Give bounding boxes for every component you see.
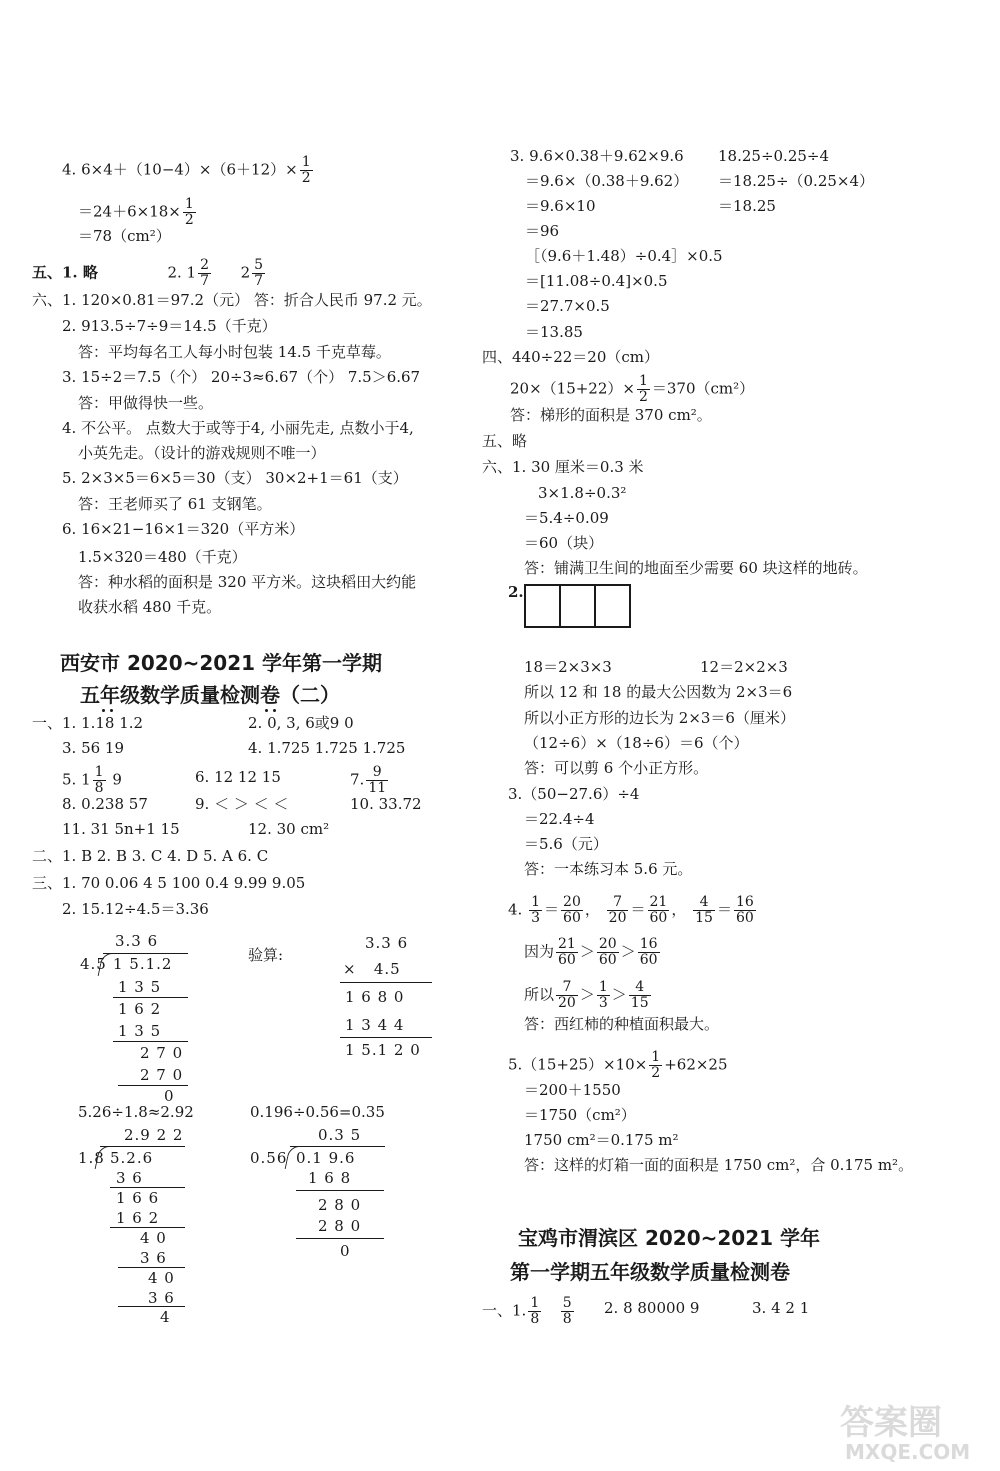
- r-q3-line6: ＝[11.08÷0.4]×0.5: [525, 272, 668, 290]
- s6-q3: 3. 15÷2＝7.5（个） 20÷3≈6.67（个） 7.5＞6.67: [62, 368, 421, 386]
- square-grid-figure: [524, 584, 631, 628]
- a1-q8: 8. 0.238 57: [62, 795, 148, 813]
- div3-line: [296, 1238, 384, 1239]
- mul1-b: × 4.5: [343, 960, 401, 978]
- a1-q9: 9. ＜ ＞ ＜ ＜: [195, 795, 289, 813]
- a3-q1: 三、1. 70 0.06 4 5 100 0.4 9.99 9.05: [32, 874, 306, 892]
- a1-q2: 2. 0, 3, 6或9 0: [248, 714, 354, 732]
- a1-q4: 4. 1.725 1.725 1.725: [248, 739, 406, 757]
- r-s6-q4-line1: 4. $\frac{1}{3}$ ＝ $\frac{20}{60}$ ， $\frac{7}{20}$ ＝ $\frac{21}{60}$ ， $\frac{4}{15}$ ＝ $\frac{16}{60}$: [508, 894, 754, 926]
- r-s6-q3-line2: ＝22.4÷4: [524, 810, 595, 828]
- grid-cell: [526, 586, 561, 626]
- mul1-line: [340, 1037, 432, 1038]
- r-s6-q5-line4: 1750 cm²＝0.175 m²: [524, 1131, 679, 1149]
- div3-line: [296, 1190, 384, 1191]
- div3-row: 2 8 0: [318, 1196, 362, 1214]
- s6-q6-line2: 1.5×320＝480（千克）: [78, 548, 247, 566]
- r-s6-q4-answer: 答：西红柿的种植面积最大。: [524, 1015, 720, 1033]
- div3-bar: [290, 1146, 385, 1147]
- repeat-dot: [102, 709, 105, 712]
- a1-q3: 3. 56 19: [62, 739, 125, 757]
- s5-line: 五、1. 略 2. 1 $\frac{2}{7}$ 2 $\frac{5}{7}$: [32, 257, 264, 289]
- div3-row: 2 8 0: [318, 1217, 362, 1235]
- r-q3-line2a: ＝9.6×（0.38＋9.62）: [525, 172, 689, 190]
- q4-line2: ＝24＋6×18× $\frac{1}{2}$: [78, 196, 194, 228]
- repeat-dot: [265, 709, 268, 712]
- div1-divisor: 4.5: [80, 955, 107, 973]
- r-a1-q2: 2. 8 80000 9: [604, 1299, 700, 1317]
- r-s6-q2-line3: 所以小正方形的边长为 2×3＝6（厘米）: [524, 709, 795, 727]
- a1-q12: 12. 30 cm²: [248, 820, 330, 838]
- r-s4-line1: 四、440÷22＝20（cm）: [482, 348, 659, 366]
- s6-q4-cont: 小英先走。（设计的游戏规则不唯一）: [78, 444, 326, 462]
- s6-q5-answer: 答：王老师买了 61 支钢笔。: [78, 495, 272, 513]
- div2-row: 3 6: [116, 1169, 143, 1187]
- r-s6-q4-line2: 因为 $\frac{21}{60}$ ＞ $\frac{20}{60}$ ＞ $\frac{16}{60}$: [524, 936, 658, 968]
- r-q3-line3a: ＝9.6×10: [525, 197, 596, 215]
- r-s6-q1-line2: 3×1.8÷0.3²: [538, 484, 627, 502]
- div2-row: 4 0: [140, 1229, 167, 1247]
- r-s6-q2-label: 2.: [508, 583, 524, 601]
- mul1-row: 1 3 4 4: [345, 1016, 405, 1034]
- div2-row: 3 6: [140, 1249, 167, 1267]
- div2-row: 4 0: [148, 1269, 175, 1287]
- r-q3-line5: ［（9.6＋1.48）÷0.4］×0.5: [525, 247, 723, 265]
- r-s6-q4-line3: 所以 $\frac{7}{20}$ ＞ $\frac{1}{3}$ ＞ $\frac{4}{15}$: [524, 979, 649, 1011]
- r-s5: 五、略: [482, 432, 528, 450]
- r-s6-q2-answer: 答：可以剪 6 个小正方形。: [524, 759, 709, 777]
- r-s6-q2-line1a: 18＝2×3×3: [524, 658, 612, 676]
- div1-row: 2 7 0: [140, 1066, 184, 1084]
- div1-line: [113, 997, 188, 998]
- div2-line: [110, 1187, 185, 1188]
- r-s4-line2: 20×（15+22）× $\frac{1}{2}$ ＝370（cm²）: [510, 373, 755, 405]
- a2-choices: 二、1. B 2. B 3. C 4. D 5. A 6. C: [32, 847, 269, 865]
- r-s6-q2-line1b: 12＝2×2×3: [700, 658, 788, 676]
- div3-row: 0: [340, 1242, 351, 1260]
- s6-q6: 6. 16×21−16×1＝320（平方米）: [62, 520, 305, 538]
- div2-quotient: 2.9 2 2: [124, 1126, 184, 1144]
- div1-row: 1 6 2: [118, 1000, 162, 1018]
- div2-line: [118, 1267, 185, 1268]
- a1-q6: 6. 12 12 15: [195, 768, 281, 786]
- section-title-1: 西安市 2020~2021 学年第一学期: [60, 651, 383, 675]
- q4-line3: ＝78（cm²）: [78, 227, 171, 245]
- div2-head: 5.26÷1.8≈2.92: [78, 1103, 194, 1121]
- div1-dividend: 1 5.1.2: [113, 955, 173, 973]
- section-title-2: 五年级数学质量检测卷（二）: [80, 683, 340, 707]
- s6-q4: 4. 不公平。 点数大于或等于4, 小丽先走, 点数小于4,: [62, 419, 414, 437]
- div2-row: 3 6: [148, 1289, 175, 1307]
- div2-row: 1 6 6: [116, 1189, 160, 1207]
- div3-head: 0.196÷0.56=0.35: [250, 1103, 385, 1121]
- div2-line: [118, 1306, 185, 1307]
- div1-row: 0: [164, 1087, 175, 1105]
- r-s6-q3: 3.（50−27.6）÷4: [508, 785, 640, 803]
- r-s6-q5-line3: ＝1750（cm²）: [524, 1106, 636, 1124]
- mul1-row: 1 6 8 0: [345, 988, 405, 1006]
- r-s6-q2-line4: （12÷6）×（18÷6）＝6（个）: [524, 734, 749, 752]
- r-s6-q1-line3: ＝5.4÷0.09: [524, 509, 609, 527]
- div1-row: 2 7 0: [140, 1044, 184, 1062]
- r-q3-line4: ＝96: [525, 222, 560, 240]
- r-s6-q3-answer: 答：一本练习本 5.6 元。: [524, 860, 693, 878]
- r-q3-line7: ＝27.7×0.5: [525, 297, 610, 315]
- r-q3-line1a: 3. 9.6×0.38＋9.62×9.6: [510, 147, 684, 165]
- section-title-4: 第一学期五年级数学质量检测卷: [510, 1260, 790, 1284]
- a3-q2: 2. 15.12÷4.5＝3.36: [62, 900, 209, 918]
- repeat-dot: [273, 709, 276, 712]
- repeat-dot: [110, 709, 113, 712]
- s6-q2-answer: 答：平均每名工人每小时包装 14.5 千克草莓。: [78, 343, 391, 361]
- a1-q11: 11. 31 5n+1 15: [62, 820, 180, 838]
- div2-row: 4: [160, 1308, 171, 1326]
- r-s6-q1-answer: 答：铺满卫生间的地面至少需要 60 块这样的地砖。: [524, 559, 868, 577]
- r-s6-q1-line4: ＝60（块）: [524, 534, 604, 552]
- div3-row: 1 6 8: [308, 1169, 352, 1187]
- div1-quotient: 3.3 6: [115, 932, 159, 950]
- r-s6-q5-line2: ＝200＋1550: [524, 1081, 621, 1099]
- section-title-3: 宝鸡市渭滨区 2020~2021 学年: [518, 1226, 821, 1250]
- div1-line: [118, 1085, 188, 1086]
- r-a1-q3: 3. 4 2 1: [752, 1299, 810, 1317]
- div3-dividend: 0.1 9.6: [296, 1149, 356, 1167]
- r-s6-q1: 六、1. 30 厘米＝0.3 米: [482, 458, 644, 476]
- s6-q2: 2. 913.5÷7÷9＝14.5（千克）: [62, 317, 277, 335]
- watermark-logo: 答案圈: [840, 1403, 942, 1443]
- div2-dividend: 5.2.6: [110, 1149, 154, 1167]
- watermark-site: MXQE.COM: [845, 1440, 971, 1464]
- r-s6-q5-line1: 5.（15+25）×10× $\frac{1}{2}$ +62×25: [508, 1049, 728, 1081]
- r-q3-line1b: 18.25÷0.25÷4: [718, 147, 830, 165]
- r-s6-q2-line2: 所以 12 和 18 的最大公因数为 2×3＝6: [524, 683, 793, 701]
- a1-q5: 5. 1 $\frac{1}{8}$ 9: [62, 764, 122, 796]
- div2-row: 1 6 2: [116, 1209, 160, 1227]
- a1-q1: 一、1. 1.18 1.2: [32, 714, 144, 732]
- r-q3-line3b: ＝18.25: [718, 197, 776, 215]
- s6-q3-answer: 答：甲做得快一些。: [78, 394, 214, 412]
- div3-quotient: 0.3 5: [318, 1126, 362, 1144]
- div3-divisor: 0.56: [250, 1149, 288, 1167]
- r-s4-answer: 答：梯形的面积是 370 cm²。: [510, 406, 712, 424]
- mul1-row: 1 5.1 2 0: [345, 1041, 421, 1059]
- div2-bar: [100, 1146, 185, 1147]
- mul1-line: [340, 982, 432, 983]
- check-label: 验算:: [248, 946, 284, 964]
- a1-q7: 7. $\frac{9}{11}$: [350, 764, 387, 796]
- div2-line: [110, 1227, 185, 1228]
- grid-cell: [561, 586, 596, 626]
- r-s6-q5-answer: 答：这样的灯箱一面的面积是 1750 cm²，合 0.175 m²。: [524, 1156, 914, 1174]
- q4-line1: 4. 6×4＋（10−4）×（6＋12）× $\frac{1}{2}$: [62, 154, 311, 186]
- a1-q10: 10. 33.72: [350, 795, 422, 813]
- div1-row: 1 3 5: [118, 1022, 162, 1040]
- div1-bar: [103, 953, 188, 954]
- div1-row: 1 3 5: [118, 978, 162, 996]
- r-a1-line: 一、1. $\frac{1}{8}$ $\frac{5}{8}$: [482, 1295, 572, 1327]
- r-q3-line8: ＝13.85: [525, 323, 583, 341]
- div1-line: [113, 1041, 188, 1042]
- grid-cell: [596, 586, 629, 626]
- s6-q1: 六、1. 120×0.81＝97.2（元） 答：折合人民币 97.2 元。: [32, 291, 432, 309]
- div2-divisor: 1.8: [78, 1149, 105, 1167]
- s6-q5: 5. 2×3×5＝6×5＝30（支） 30×2+1＝61（支）: [62, 469, 408, 487]
- s6-q6-answer-cont: 收获水稻 480 千克。: [78, 598, 222, 616]
- s6-q6-answer: 答：种水稻的面积是 320 平方米。这块稻田大约能: [78, 573, 417, 591]
- r-q3-line2b: ＝18.25÷（0.25×4）: [718, 172, 875, 190]
- mul1-a: 3.3 6: [365, 934, 409, 952]
- r-s6-q3-line3: ＝5.6（元）: [524, 835, 608, 853]
